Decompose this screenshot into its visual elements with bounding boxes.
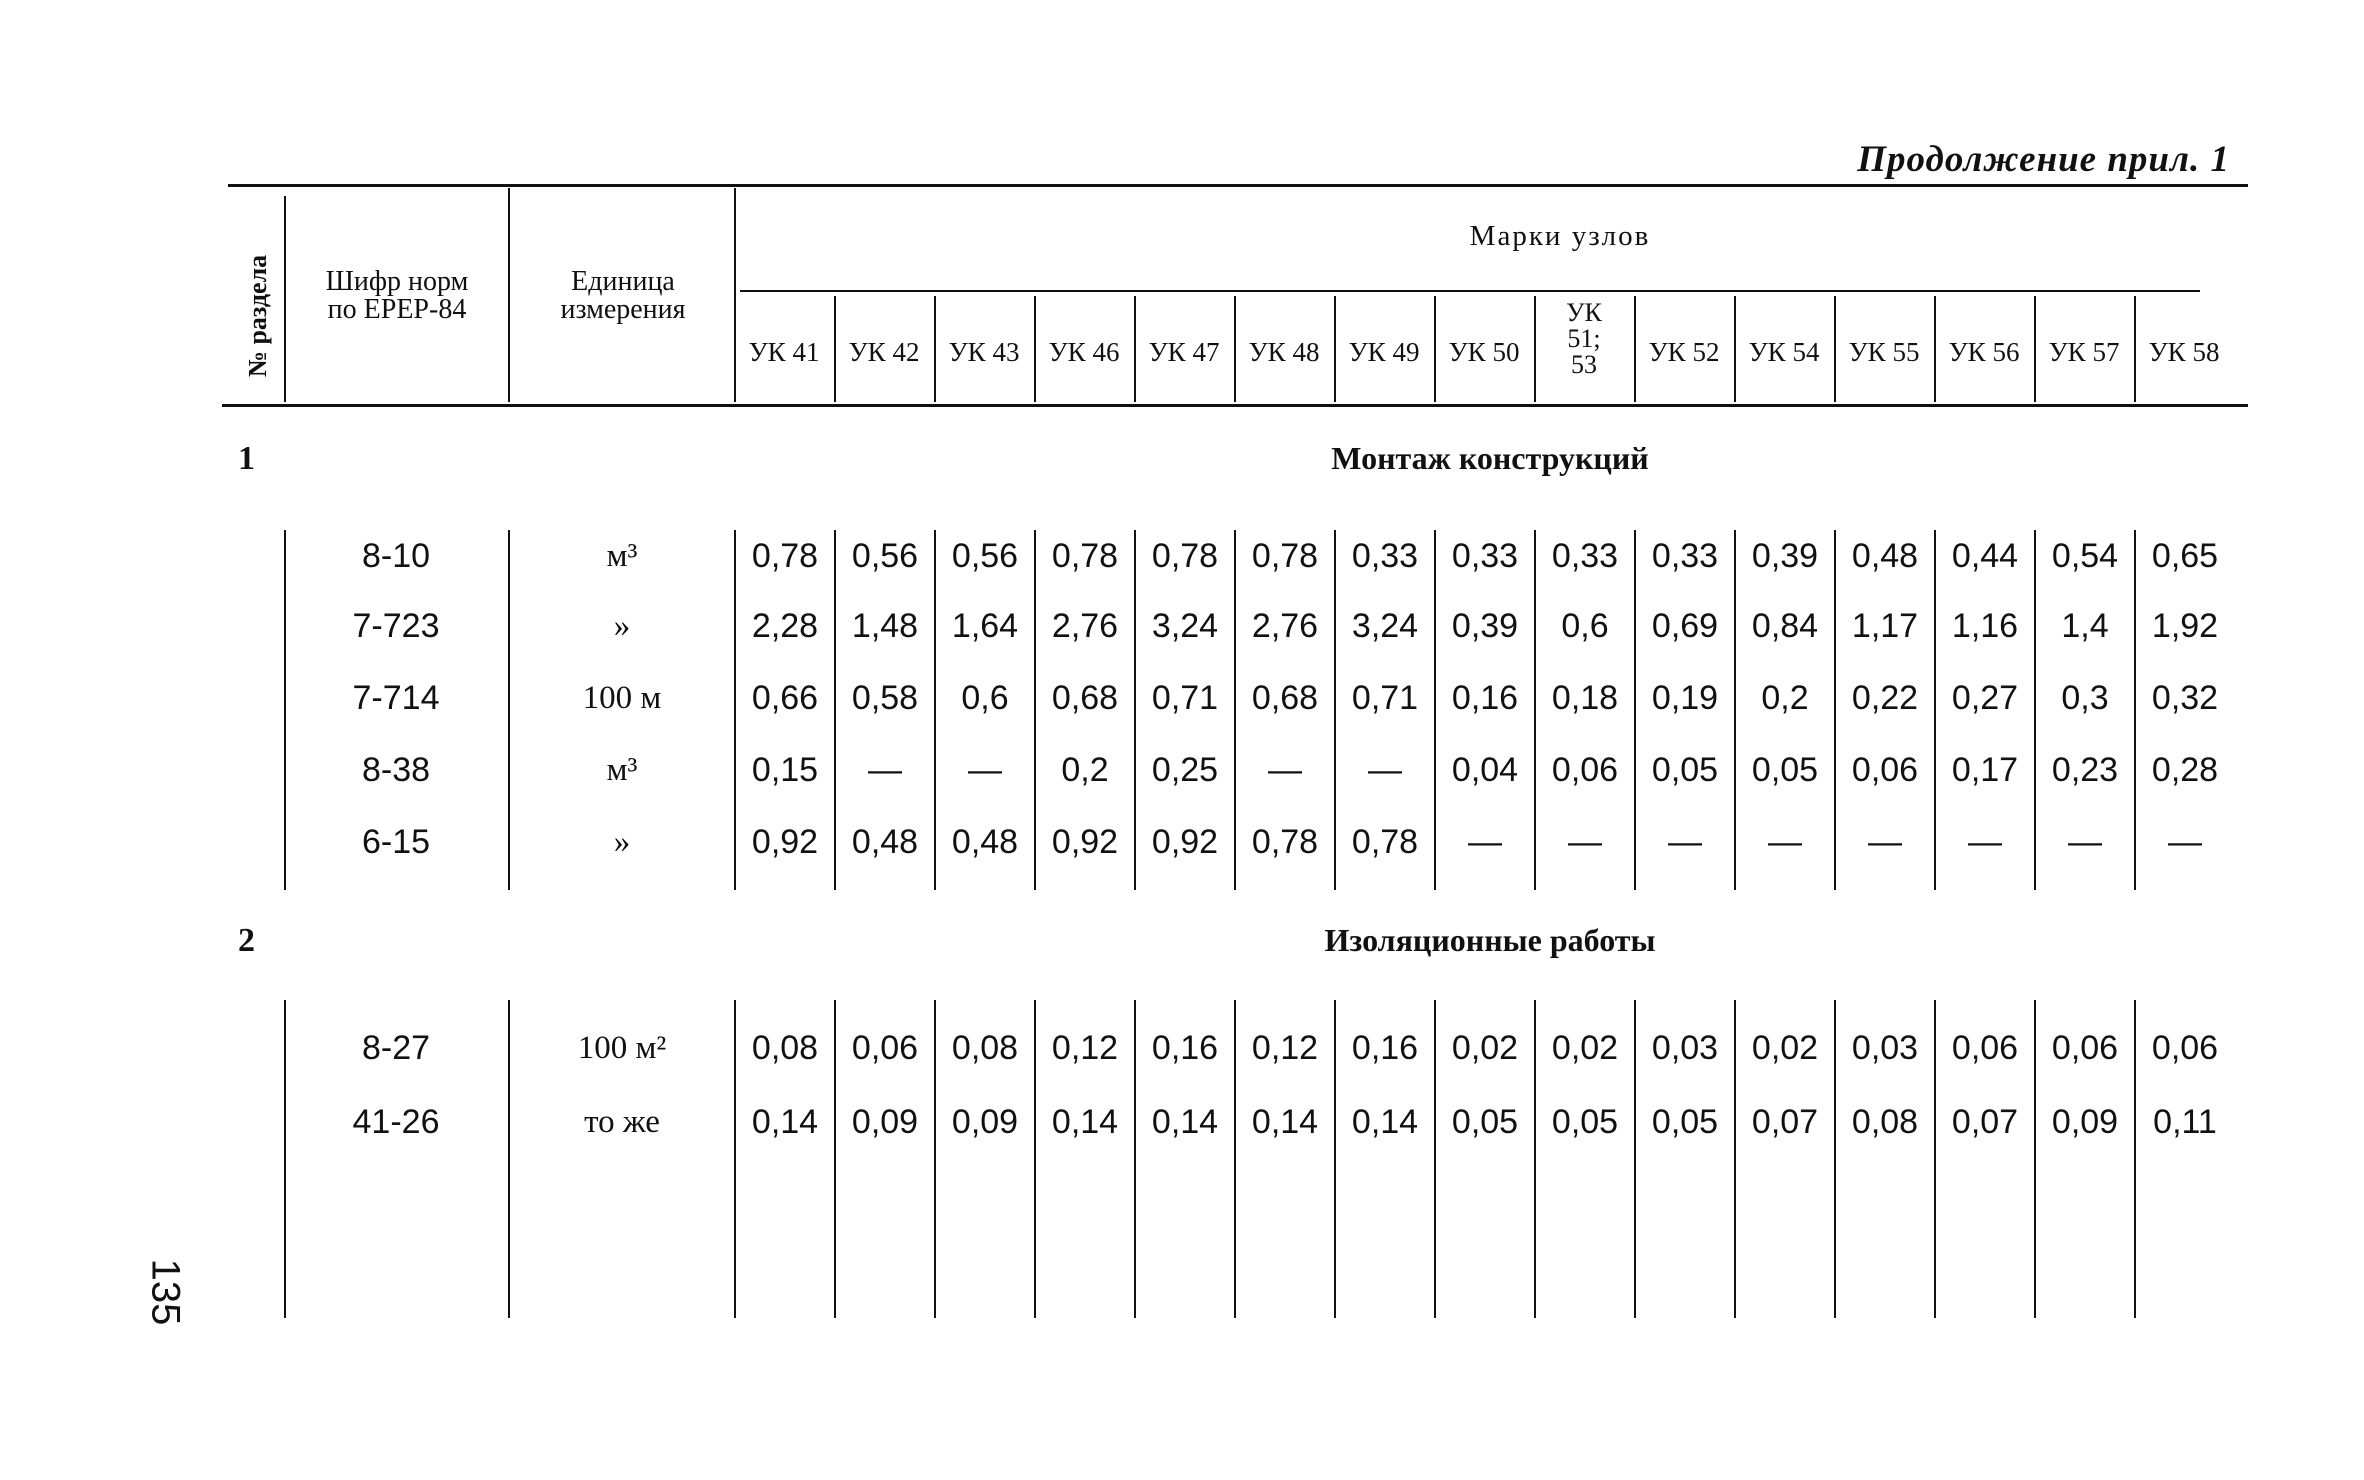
value-cell: 0,15 [751,751,819,789]
top-rule [228,184,2248,187]
value-cell: 0,6 [1561,607,1609,645]
value-cell: 0,09 [951,1103,1019,1141]
value-cell: — [968,751,1002,789]
value-cell: 0,78 [1151,537,1219,575]
unit-column-header [514,268,732,324]
mark-header: УК 47 [1148,337,1220,367]
value-cell: 0,19 [1651,679,1719,717]
value-cell: — [1568,823,1602,861]
value-cell: 1,17 [1851,607,1919,645]
unit-cell: » [613,824,631,860]
mark-header-line: 51; [1567,324,1601,353]
mark-header-uk51-53 [1534,300,1634,378]
value-cell: — [1368,751,1402,789]
value-cell: 0,05 [1651,1103,1719,1141]
value-cell: 0,66 [751,679,819,717]
value-cell: 0,92 [1151,823,1219,861]
value-cell: 0,18 [1551,679,1619,717]
value-cell: 1,92 [2151,607,2219,645]
value-cell: 0,07 [1751,1103,1819,1141]
value-cell: 0,78 [1051,537,1119,575]
value-cell: 0,56 [951,537,1019,575]
value-cell: — [1868,823,1902,861]
value-cell: 0,78 [751,537,819,575]
norm-code-cell: 8-10 [361,537,431,575]
value-cell: — [1668,823,1702,861]
value-cell: 0,6 [961,679,1009,717]
unit-cell: то же [584,1104,660,1140]
mark-header: УК 52 [1648,337,1720,367]
value-cell: 0,08 [951,1029,1019,1067]
value-cell: 0,05 [1551,1103,1619,1141]
mark-header-line: УК [1566,298,1602,327]
value-cell: 0,05 [1651,751,1719,789]
unit-cell: м³ [606,538,638,574]
value-cell: 0,14 [1251,1103,1319,1141]
mark-header: УК 46 [1048,337,1120,367]
value-cell: 2,76 [1051,607,1119,645]
value-cell: — [2068,823,2102,861]
value-cell: 0,08 [751,1029,819,1067]
value-cell: 0,16 [1351,1029,1419,1067]
table-column-line [508,1000,510,1318]
value-cell: 0,08 [1851,1103,1919,1141]
unit-cell: м³ [606,752,638,788]
code-column-header [290,268,504,324]
value-cell: 0,06 [1851,751,1919,789]
value-cell: — [1268,751,1302,789]
value-cell: 3,24 [1351,607,1419,645]
mark-header: УК 41 [748,337,820,367]
value-cell: 2,76 [1251,607,1319,645]
value-cell: 1,4 [2061,607,2109,645]
value-cell: 0,06 [1551,751,1619,789]
value-cell: 0,03 [1651,1029,1719,1067]
mark-header: УК 43 [948,337,1020,367]
section-2-number: 2 [238,922,255,959]
value-cell: 0,09 [851,1103,919,1141]
value-cell: — [868,751,902,789]
value-cell: 0,23 [2051,751,2119,789]
value-cell: 0,14 [751,1103,819,1141]
value-cell: 0,3 [2061,679,2109,717]
value-cell: 0,2 [1061,751,1109,789]
marks-divider-rule [740,290,2200,292]
value-cell: 0,09 [2051,1103,2119,1141]
value-cell: 0,22 [1851,679,1919,717]
unit-header-line2: измерения [560,294,686,325]
value-cell: 0,54 [2051,537,2119,575]
code-header-line1: Шифр норм [325,266,469,297]
mark-header: УК 54 [1748,337,1820,367]
mark-header: УК 55 [1848,337,1920,367]
value-cell: 0,39 [1451,607,1519,645]
value-cell: 0,33 [1551,537,1619,575]
value-cell: 2,28 [751,607,819,645]
header-vline [284,196,286,402]
norm-code-cell: 6-15 [361,823,431,861]
value-cell: 0,69 [1651,607,1719,645]
value-cell: 0,48 [1851,537,1919,575]
value-cell: 0,33 [1651,537,1719,575]
value-cell: 0,16 [1151,1029,1219,1067]
value-cell: 0,33 [1451,537,1519,575]
value-cell: 0,78 [1251,823,1319,861]
header-vline [508,188,510,402]
norm-code-cell: 7-723 [352,607,440,645]
value-cell: 0,71 [1151,679,1219,717]
value-cell: — [1468,823,1502,861]
mark-header: УК 48 [1248,337,1320,367]
value-cell: 0,02 [1551,1029,1619,1067]
value-cell: 1,64 [951,607,1019,645]
value-cell: 0,68 [1251,679,1319,717]
value-cell: 0,2 [1761,679,1809,717]
value-cell: 0,02 [1451,1029,1519,1067]
mark-header: УК 42 [848,337,920,367]
value-cell: 0,65 [2151,537,2219,575]
value-cell: 0,32 [2151,679,2219,717]
value-cell: 0,71 [1351,679,1419,717]
value-cell: — [2168,823,2202,861]
mark-header: УК 56 [1948,337,2020,367]
value-cell: 0,92 [1051,823,1119,861]
value-cell: 0,78 [1351,823,1419,861]
value-cell: 1,48 [851,607,919,645]
header-bottom-rule [222,404,2248,407]
page-number: 135 [143,1258,188,1326]
mark-header: УК 50 [1448,337,1520,367]
section-1-number: 1 [238,440,255,477]
value-cell: 0,14 [1351,1103,1419,1141]
value-cell: 0,06 [1951,1029,2019,1067]
mark-header: УК 57 [2048,337,2120,367]
value-cell: 0,02 [1751,1029,1819,1067]
appendix-caption: Продолжение прил. 1 [1857,139,2230,180]
value-cell: 0,25 [1151,751,1219,789]
value-cell: 0,04 [1451,751,1519,789]
unit-cell: 100 м² [577,1030,667,1066]
value-cell: 0,92 [751,823,819,861]
mark-header: УК 58 [2148,337,2220,367]
value-cell: 0,58 [851,679,919,717]
unit-cell: » [613,608,631,644]
value-cell: 0,06 [851,1029,919,1067]
value-cell: 0,48 [851,823,919,861]
value-cell: 0,14 [1051,1103,1119,1141]
value-cell: 0,05 [1451,1103,1519,1141]
marks-title: Марки узлов [1469,220,1651,252]
table-column-line [508,530,510,890]
value-cell: 3,24 [1151,607,1219,645]
value-cell: 0,27 [1951,679,2019,717]
section-number-header: № раздела [243,254,272,378]
value-cell: 0,78 [1251,537,1319,575]
section-1-title: Монтаж конструкций [1331,440,1649,476]
value-cell: 0,03 [1851,1029,1919,1067]
value-cell: 1,16 [1951,607,2019,645]
value-cell: 0,56 [851,537,919,575]
value-cell: 0,17 [1951,751,2019,789]
unit-header-line1: Единица [571,266,675,297]
code-header-line2: по ЕРЕР-84 [327,294,467,325]
value-cell: 0,07 [1951,1103,2019,1141]
section-2-title: Изоляционные работы [1324,922,1656,958]
value-cell: 0,14 [1151,1103,1219,1141]
value-cell: 0,33 [1351,537,1419,575]
value-cell: 0,48 [951,823,1019,861]
value-cell: 0,44 [1951,537,2019,575]
value-cell: 0,11 [2153,1103,2217,1141]
value-cell: — [1768,823,1802,861]
norm-code-cell: 41-26 [352,1103,440,1141]
norm-code-cell: 7-714 [352,679,440,717]
value-cell: 0,06 [2051,1029,2119,1067]
value-cell: 0,12 [1251,1029,1319,1067]
mark-header-line: 53 [1571,350,1597,379]
value-cell: 0,05 [1751,751,1819,789]
norm-code-cell: 8-38 [361,751,431,789]
table-column-line [284,1000,286,1318]
norm-code-cell: 8-27 [361,1029,431,1067]
value-cell: 0,39 [1751,537,1819,575]
value-cell: 0,68 [1051,679,1119,717]
value-cell: 0,12 [1051,1029,1119,1067]
value-cell: — [1968,823,2002,861]
mark-header: УК 49 [1348,337,1420,367]
value-cell: 0,84 [1751,607,1819,645]
value-cell: 0,06 [2151,1029,2219,1067]
table-column-line [284,530,286,890]
unit-cell: 100 м [582,680,662,716]
value-cell: 0,16 [1451,679,1519,717]
value-cell: 0,28 [2151,751,2219,789]
